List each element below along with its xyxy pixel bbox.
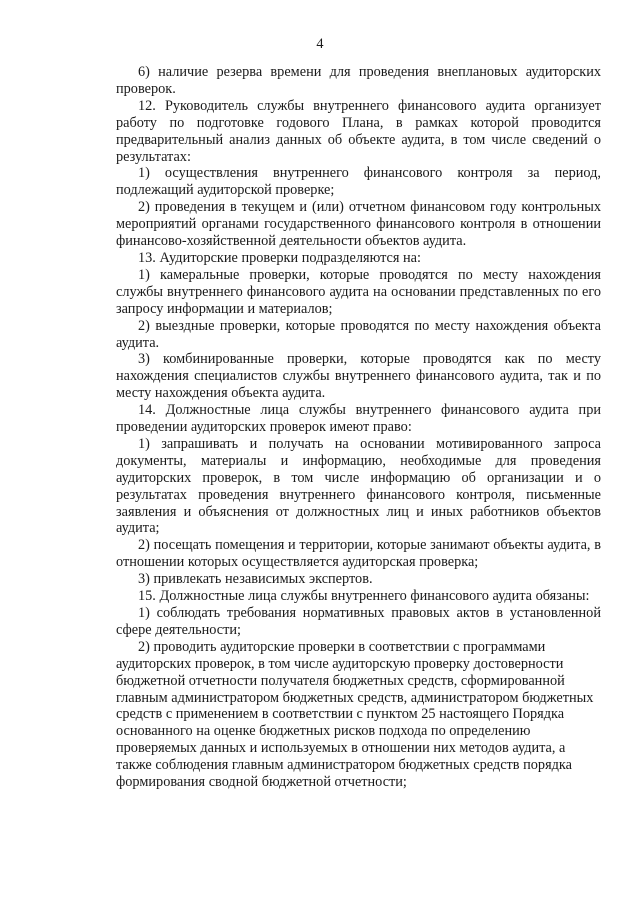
paragraph-13-item-3: 3) комбинированные проверки, которые проводятся как по месту нахождения специалистов службы внутреннего финансового аудита, так и по месту нахождения объекта аудита. [116, 351, 601, 402]
paragraph-12-item-1: 1) осуществления внутреннего финансового контроля за период, подлежащий аудиторской проверке; [116, 165, 601, 199]
paragraph-14-item-1: 1) запрашивать и получать на основании мотивированного запроса документы, материалы и информацию, необходимые для проведения аудиторских проверок, в том числе информацию об организации и о результатах проведения внутреннего финансового контроля, письменные заявления и объяснения от должностных лиц и иных работников объектов аудита; [116, 435, 601, 537]
paragraph-13: 13. Аудиторские проверки подразделяются на: [138, 249, 421, 266]
document-body [116, 64, 601, 791]
paragraph-14-item-3: 3) привлекать независимых экспертов. [138, 571, 373, 588]
paragraph-15-item-2: 2) проводить аудиторские проверки в соответствии с программами аудиторских проверок, в том числе аудиторскую проверку достоверности бюджетной отчетности получателя бюджетных средств, сформированной главным администратором бюджетных средств, администратором бюджетных средств с применением в соответствии с пунктом 25 настоящего Порядка основанного на оценке бюджетных рисков подхода по определению проверяемых данных и используемых в отношении них методов аудита, а также соблюдения главным администратором бюджетных средств порядка формирования сводной бюджетной отчетности; [116, 638, 594, 791]
paragraph-12-item-2: 2) проведения в текущем и (или) отчетном финансовом году контрольных мероприятий органами государственного финансового контроля в отношении финансово-хозяйственной деятельности объектов аудита. [116, 199, 601, 250]
paragraph-14-item-2: 2) посещать помещения и территории, которые занимают объекты аудита, в отношении которых осуществляется аудиторская проверка; [116, 537, 601, 571]
paragraph-15-item-1: 1) соблюдать требования нормативных правовых актов в установленной сфере деятельности; [116, 605, 601, 638]
paragraph-12: 12. Руководитель службы внутреннего финансового аудита организует работу по подготовке годового Плана, в рамках которой проводится предварительный анализ данных об объекте аудита, в том числе сведений о результатах: [116, 97, 601, 165]
paragraph-15: 15. Должностные лица службы внутреннего финансового аудита обязаны: [138, 588, 590, 605]
paragraph-14: 14. Должностные лица службы внутреннего финансового аудита при проведении аудиторских проверок имеют право: [116, 402, 601, 436]
paragraph-13-item-1: 1) камеральные проверки, которые проводятся по месту нахождения службы внутреннего финансового аудита на основании представленных по его запросу информации и материалов; [116, 266, 601, 317]
paragraph-13-item-2: 2) выездные проверки, которые проводятся по месту нахождения объекта аудита. [116, 317, 601, 351]
paragraph-reserve-time: 6) наличие резерва времени для проведения внеплановых аудиторских проверок. [116, 64, 601, 97]
page-number: 4 [316, 36, 324, 52]
